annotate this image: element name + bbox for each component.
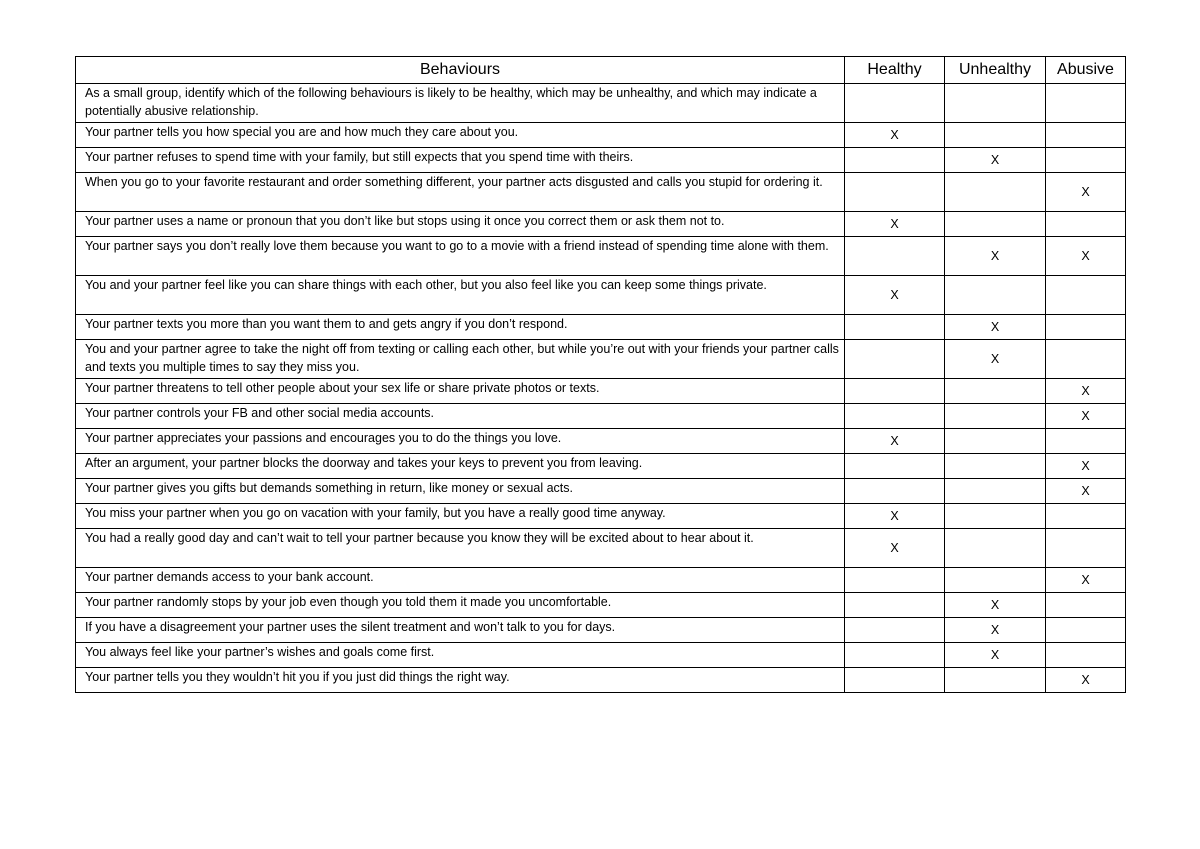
table-row <box>76 404 1126 429</box>
unhealthy-mark <box>945 123 1046 148</box>
healthy-mark: X <box>845 123 945 148</box>
unhealthy-cell <box>945 84 1046 123</box>
unhealthy-mark: X <box>945 237 1046 276</box>
behaviour-text: You and your partner agree to take the night off from texting or calling each other, but while you’re out with your friends your partner calls and texts you multiple times to say they miss you. <box>76 340 845 379</box>
abusive-mark <box>1046 618 1126 643</box>
healthy-mark <box>845 237 945 276</box>
table-row <box>76 315 1126 340</box>
behaviour-text: Your partner threatens to tell other people about your sex life or share private photos or texts. <box>76 379 845 404</box>
unhealthy-mark <box>945 568 1046 593</box>
unhealthy-mark <box>945 404 1046 429</box>
healthy-cell <box>845 84 945 123</box>
table-row <box>76 123 1126 148</box>
table-row <box>76 504 1126 529</box>
unhealthy-mark: X <box>945 148 1046 173</box>
behaviour-text: Your partner randomly stops by your job even though you told them it made you uncomfortable. <box>76 593 845 618</box>
behaviour-text: After an argument, your partner blocks the doorway and takes your keys to prevent you from leaving. <box>76 454 845 479</box>
healthy-mark: X <box>845 429 945 454</box>
healthy-mark <box>845 593 945 618</box>
behaviour-text: You always feel like your partner’s wishes and goals come first. <box>76 643 845 668</box>
behaviour-text: Your partner tells you they wouldn’t hit you if you just did things the right way. <box>76 668 845 693</box>
table-row <box>76 148 1126 173</box>
table-row <box>76 529 1126 568</box>
healthy-mark: X <box>845 529 945 568</box>
table-row <box>76 212 1126 237</box>
table-row <box>76 276 1126 315</box>
behaviour-text: Your partner demands access to your bank account. <box>76 568 845 593</box>
healthy-mark <box>845 315 945 340</box>
instruction-row <box>76 84 1126 123</box>
behaviour-text: You and your partner feel like you can share things with each other, but you also feel like you can keep some things private. <box>76 276 845 315</box>
abusive-mark <box>1046 643 1126 668</box>
abusive-mark: X <box>1046 668 1126 693</box>
table-row <box>76 340 1126 379</box>
behaviour-text: Your partner refuses to spend time with your family, but still expects that you spend time with theirs. <box>76 148 845 173</box>
abusive-header: Abusive <box>1046 57 1126 84</box>
table-row <box>76 479 1126 504</box>
healthy-mark <box>845 668 945 693</box>
behaviour-text: You had a really good day and can’t wait to tell your partner because you know they will be excited about to hear about it. <box>76 529 845 568</box>
healthy-header: Healthy <box>845 57 945 84</box>
behaviour-text: Your partner appreciates your passions and encourages you to do the things you love. <box>76 429 845 454</box>
abusive-mark <box>1046 504 1126 529</box>
behaviour-text: If you have a disagreement your partner uses the silent treatment and won’t talk to you for days. <box>76 618 845 643</box>
abusive-mark: X <box>1046 173 1126 212</box>
table-row <box>76 454 1126 479</box>
behaviours-table <box>75 56 1126 693</box>
abusive-mark: X <box>1046 568 1126 593</box>
abusive-mark <box>1046 123 1126 148</box>
instruction-text: As a small group, identify which of the following behaviours is likely to be healthy, which may be unhealthy, and which may indicate a potentially abusive relationship. <box>76 84 845 123</box>
abusive-mark <box>1046 340 1126 379</box>
unhealthy-mark <box>945 173 1046 212</box>
unhealthy-mark <box>945 379 1046 404</box>
unhealthy-mark <box>945 668 1046 693</box>
table-row <box>76 593 1126 618</box>
healthy-mark: X <box>845 276 945 315</box>
abusive-mark <box>1046 593 1126 618</box>
table-row <box>76 173 1126 212</box>
behaviour-text: When you go to your favorite restaurant and order something different, your partner acts disgusted and calls you stupid for ordering it. <box>76 173 845 212</box>
unhealthy-header: Unhealthy <box>945 57 1046 84</box>
behaviour-text: Your partner tells you how special you are and how much they care about you. <box>76 123 845 148</box>
abusive-mark <box>1046 315 1126 340</box>
unhealthy-mark <box>945 429 1046 454</box>
table-row <box>76 643 1126 668</box>
healthy-mark <box>845 148 945 173</box>
table-row <box>76 668 1126 693</box>
healthy-mark <box>845 404 945 429</box>
healthy-mark <box>845 568 945 593</box>
table-row <box>76 618 1126 643</box>
table-row <box>76 379 1126 404</box>
unhealthy-mark <box>945 276 1046 315</box>
abusive-cell <box>1046 84 1126 123</box>
unhealthy-mark: X <box>945 643 1046 668</box>
unhealthy-mark <box>945 504 1046 529</box>
healthy-mark <box>845 643 945 668</box>
behaviour-text: Your partner uses a name or pronoun that you don’t like but stops using it once you correct them or ask them not to. <box>76 212 845 237</box>
unhealthy-mark <box>945 212 1046 237</box>
behaviour-text: Your partner texts you more than you want them to and gets angry if you don’t respond. <box>76 315 845 340</box>
healthy-mark <box>845 379 945 404</box>
table-row <box>76 237 1126 276</box>
abusive-mark <box>1046 529 1126 568</box>
healthy-mark: X <box>845 504 945 529</box>
healthy-mark <box>845 173 945 212</box>
unhealthy-mark: X <box>945 340 1046 379</box>
healthy-mark <box>845 454 945 479</box>
behaviours-header: Behaviours <box>76 57 845 84</box>
unhealthy-mark: X <box>945 593 1046 618</box>
abusive-mark: X <box>1046 237 1126 276</box>
abusive-mark: X <box>1046 379 1126 404</box>
header-row <box>76 57 1126 84</box>
healthy-mark <box>845 340 945 379</box>
abusive-mark: X <box>1046 454 1126 479</box>
unhealthy-mark <box>945 479 1046 504</box>
healthy-mark <box>845 479 945 504</box>
behaviour-text: You miss your partner when you go on vacation with your family, but you have a really good time anyway. <box>76 504 845 529</box>
healthy-mark <box>845 618 945 643</box>
abusive-mark <box>1046 276 1126 315</box>
healthy-mark: X <box>845 212 945 237</box>
table-row <box>76 568 1126 593</box>
abusive-mark: X <box>1046 404 1126 429</box>
unhealthy-mark: X <box>945 618 1046 643</box>
unhealthy-mark <box>945 529 1046 568</box>
abusive-mark <box>1046 212 1126 237</box>
behaviour-text: Your partner says you don’t really love them because you want to go to a movie with a friend instead of spending time alone with them. <box>76 237 845 276</box>
abusive-mark <box>1046 429 1126 454</box>
unhealthy-mark <box>945 454 1046 479</box>
abusive-mark <box>1046 148 1126 173</box>
behaviour-text: Your partner gives you gifts but demands something in return, like money or sexual acts. <box>76 479 845 504</box>
abusive-mark: X <box>1046 479 1126 504</box>
behaviour-text: Your partner controls your FB and other social media accounts. <box>76 404 845 429</box>
unhealthy-mark: X <box>945 315 1046 340</box>
table-row <box>76 429 1126 454</box>
